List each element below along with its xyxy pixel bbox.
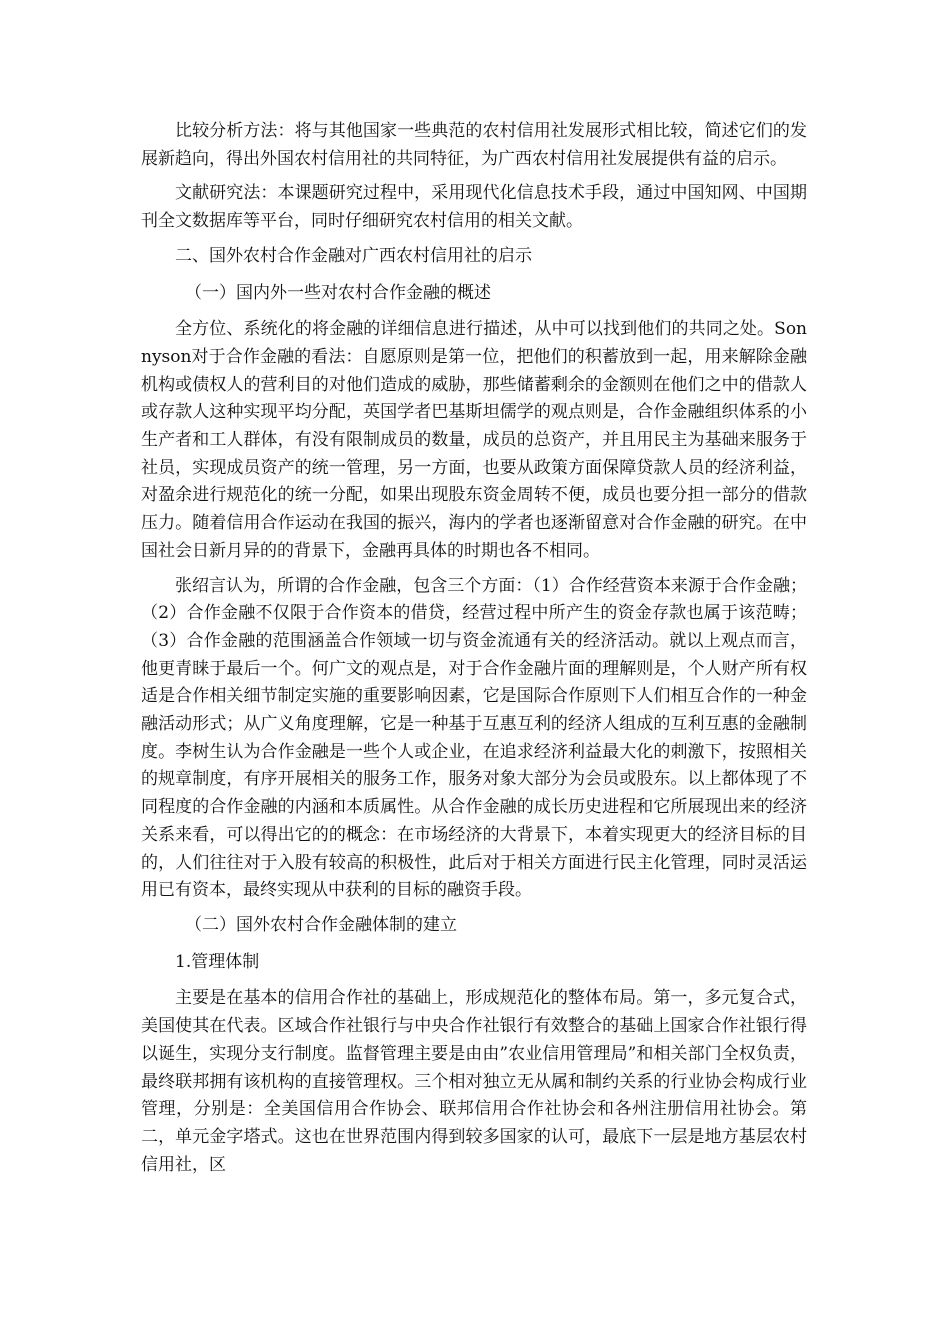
paragraph-management-system: 主要是在基本的信用合作社的基础上，形成规范化的整体布局。第一，多元复合式，美国使其在代表。区域合作社银行与中央合作社银行有效整合的基础上国家合作社银行得以诞生，实现分支行制度。监督管理主要是由由”农业信用管理局”和相关部门全权负责，最终联邦拥有该机构的直接管理权。三个相对独立无从属和制约关系的行业协会构成行业管理，分别是：全美国信用合作协会、联邦信用合作社协会和各州注册信用社协会。第二，单元金字塔式。这也在世界范围内得到较多国家的认可，最底下一层是地方基层农村信用社，区 (141, 988, 807, 1175)
paragraph-definitions: 张绍言认为，所谓的合作金融，包含三个方面：（1）合作经营资本来源于合作金融；（2）合作金融不仅限于合作资本的借贷，经营过程中所产生的资金存款也属于该范畴；（3）合作金融的范围涵盖合作领域一切与资金流通有关的经济活动。就以上观点而言，他更青睐于最后一个。何广文的观点是，对于合作金融片面的理解则是，个人财产所有权适是合作相关细节制定实施的重要影响因素，它是国际合作原则下人们相互合作的一种金融活动形式；从广义角度理解，它是一种基于互惠互利的经济人组成的互利互惠的金融制度。李树生认为合作金融是一些个人或企业，在追求经济利益最大化的刺激下，按照相关的规章制度，有序开展相关的服务工作，服务对象大部分为会员或股东。以上都体现了不同程度的合作金融的内涵和本质属性。从合作金融的成长历史进程和它所展现出来的经济关系来看，可以得出它的的概念：在市场经济的大背景下，本着实现更大的经济目标的目的，人们往往对于入股有较高的积极性，此后对于相关方面进行民主化管理，同时灵活运用已有资本，最终实现从中获利的目标的融资手段。 (141, 575, 807, 901)
paragraph-comparative-method: 比较分析方法：将与其他国家一些典范的农村信用社发展形式相比较，简述它们的发展新趋向，得出外国农村信用社的共同特征，为广西农村信用社发展提供有益的启示。 (141, 121, 807, 169)
paragraph-overview: 全方位、系统化的将金融的详细信息进行描述，从中可以找到他们的共同之处。Sonnyson对于合作金融的看法：自愿原则是第一位，把他们的积蓄放到一起，用来解除金融机构或债权人的营利目的对他们造成的威胁，那些储蓄剩余的金额则在他们之中的借款人或存款人这种实现平均分配，英国学者巴基斯坦儒学的观点则是，合作金融组织体系的小生产者和工人群体，有没有限制成员的数量，成员的总资产，并且用民主为基础来服务于社员，实现成员资产的统一管理，另一方面，也要从政策方面保障贷款人员的经济利益，对盈余进行规范化的统一分配，如果出现股东资金周转不便，成员也要分担一部分的借款压力。随着信用合作运动在我国的振兴，海内的学者也逐渐留意对合作金融的研究。在中国社会日新月异的的背景下，金融再具体的时期也各不相同。 (141, 319, 807, 561)
subsection-heading-2: （二）国外农村合作金融体制的建立 (185, 914, 457, 935)
subsection-heading-1: （一）国内外一些对农村合作金融的概述 (185, 282, 491, 303)
document-page (141, 118, 807, 1186)
paragraph-literature-method: 文献研究法：本课题研究过程中，采用现代化信息技术手段，通过中国知网、中国期刊全文数据库等平台，同时仔细研究农村信用的相关文献。 (141, 183, 807, 232)
section-heading-2: 二、国外农村合作金融对广西农村信用社的启示 (175, 245, 532, 266)
numbered-heading-management: 1.管理体制 (175, 951, 260, 972)
